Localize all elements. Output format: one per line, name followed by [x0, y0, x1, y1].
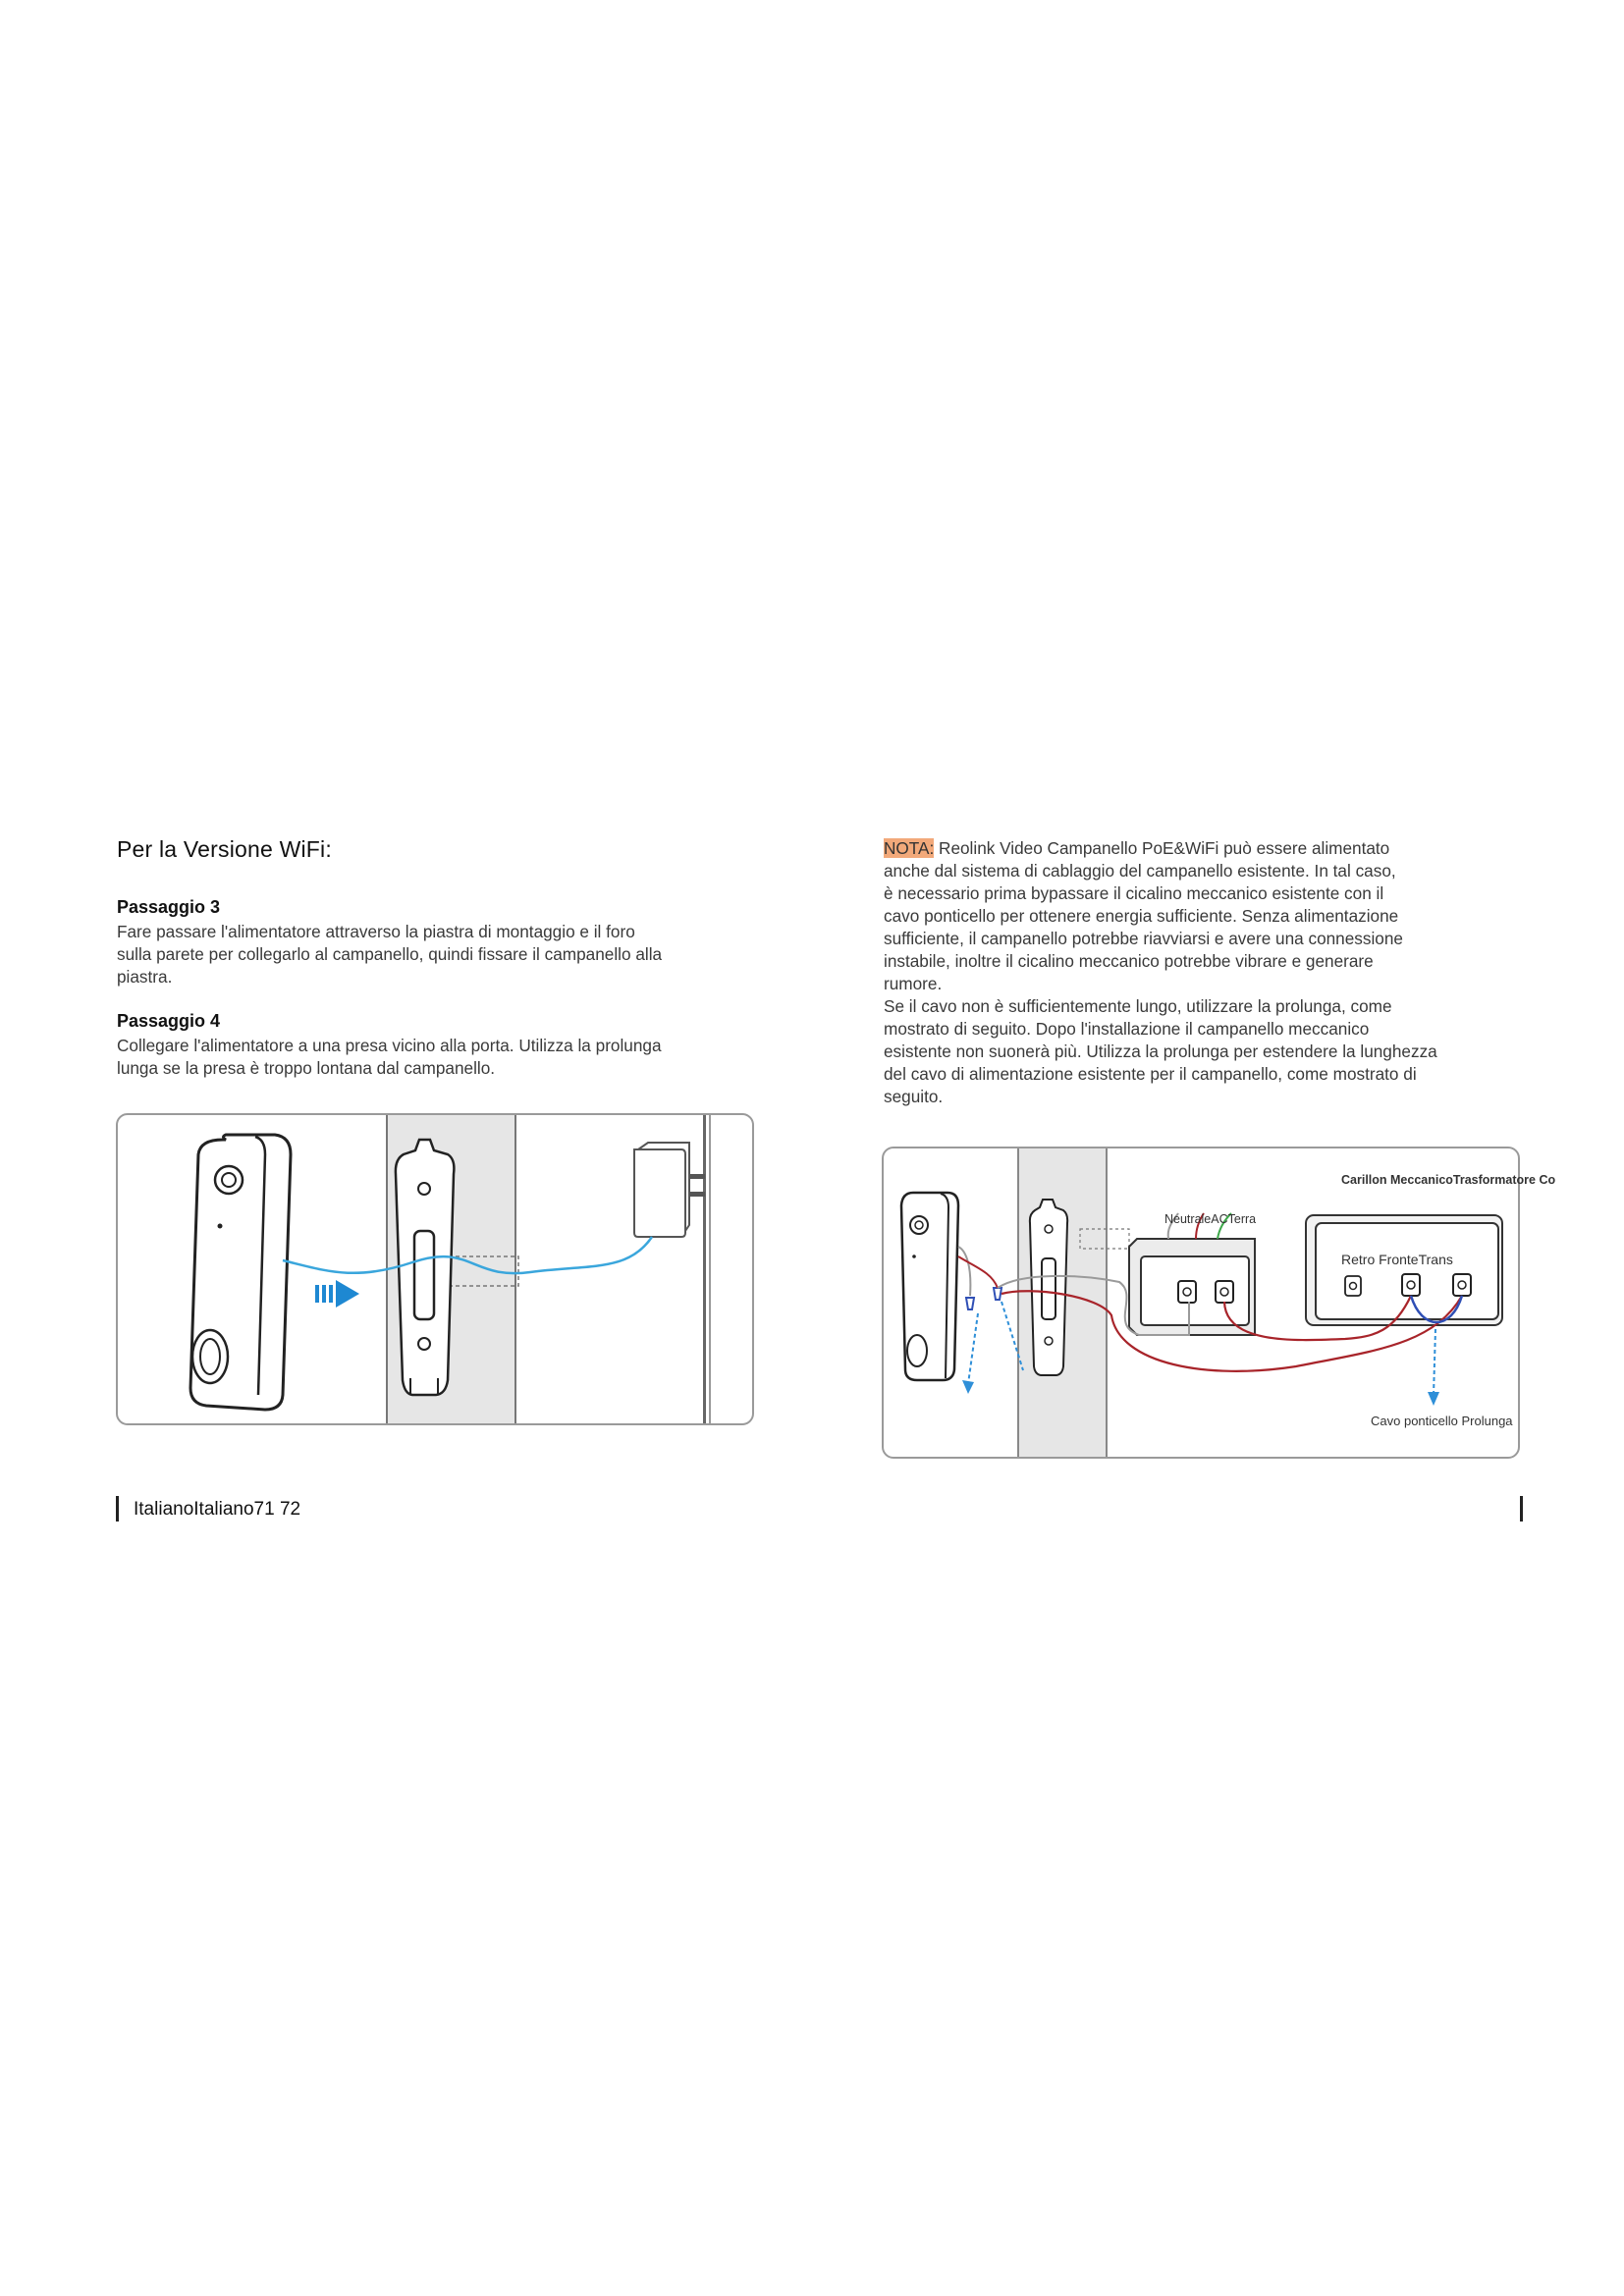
- note-line: esistente non suonerà più. Utilizza la prolunga per estendere la lunghezza: [884, 1041, 1437, 1061]
- wiring-figure: [882, 1147, 1556, 1459]
- step3-line: Fare passare l'alimentatore attraverso la piastra di montaggio e il foro: [117, 922, 635, 941]
- label-jumper-extension: Cavo ponticello Prolunga: [1371, 1414, 1513, 1428]
- note-line: Se il cavo non è sufficientemente lungo, utilizzare la prolunga, come: [884, 996, 1392, 1016]
- step3-title: Passaggio 3: [117, 897, 221, 917]
- note-line: rumore.: [884, 974, 943, 993]
- footer-page-numbers: ItalianoItaliano71 72: [134, 1499, 301, 1520]
- note-line: sufficiente, il campanello potrebbe riavviarsi e avere una connessione: [884, 929, 1403, 948]
- wiring-diagram: [884, 1148, 1556, 1457]
- label-chime-transformer: Carillon MeccanicoTrasformatore Co: [1341, 1173, 1556, 1187]
- doorbell-device: [190, 1135, 291, 1410]
- step3-line: sulla parete per collegarlo al campanello, quindi fissare il campanello alla: [117, 944, 663, 964]
- note-line: è necessario prima bypassare il cicalino meccanico esistente con il: [884, 883, 1384, 903]
- dashed-arrow-icon: [1434, 1329, 1435, 1396]
- install-figure: [116, 1113, 754, 1425]
- doorbell-wire-grey: [958, 1247, 970, 1296]
- note-line: mostrato di seguito. Dopo l'installazione il campanello meccanico: [884, 1019, 1370, 1039]
- section-title: Per la Versione WiFi:: [117, 836, 332, 862]
- power-adapter: [634, 1143, 705, 1237]
- note-tag: NOTA:: [884, 838, 935, 858]
- doorbell-wire-red: [958, 1256, 998, 1288]
- direction-arrow-icon: [315, 1280, 359, 1308]
- step4-line: lunga se la presa è troppo lontana dal campanello.: [117, 1058, 496, 1078]
- dashed-arrow-icon: [968, 1313, 978, 1384]
- note-line: cavo ponticello per ottenere energia sufficiente. Senza alimentazione: [884, 906, 1399, 926]
- step4-title: Passaggio 4: [117, 1011, 221, 1031]
- note-line: instabile, inoltre il cicalino meccanico potrebbe vibrare e generare: [884, 951, 1374, 971]
- step3-line: piastra.: [117, 967, 173, 987]
- label-box: Retro FronteTrans: [1341, 1252, 1453, 1267]
- step4-line: Collegare l'alimentatore a una presa vicino alla porta. Utilizza la prolunga: [117, 1036, 662, 1055]
- footer-bar-right: [1520, 1496, 1523, 1522]
- transformer: [1129, 1239, 1255, 1335]
- step4-text: [117, 1035, 765, 1080]
- note-line: anche dal sistema di cablaggio del campanello esistente. In tal caso,: [884, 861, 1396, 881]
- mounting-plate: [396, 1140, 455, 1395]
- note-line: seguito.: [884, 1087, 944, 1106]
- mounting-plate: [1030, 1200, 1067, 1375]
- wire-connector-icon: [966, 1288, 1001, 1309]
- label-wires: NeutraleACTerra: [1164, 1212, 1257, 1226]
- install-illustration: [118, 1115, 752, 1423]
- step3-text: [117, 921, 765, 988]
- note-text: [884, 837, 1532, 1108]
- wall-edge: [703, 1115, 706, 1423]
- note-first-line: [884, 837, 1532, 860]
- note-line: Reolink Video Campanello PoE&WiFi può essere alimentato: [934, 838, 1390, 858]
- note-line: del cavo di alimentazione esistente per il campanello, come mostrato di: [884, 1064, 1417, 1084]
- footer-bar-left: [116, 1496, 119, 1522]
- doorbell-device: [901, 1193, 958, 1380]
